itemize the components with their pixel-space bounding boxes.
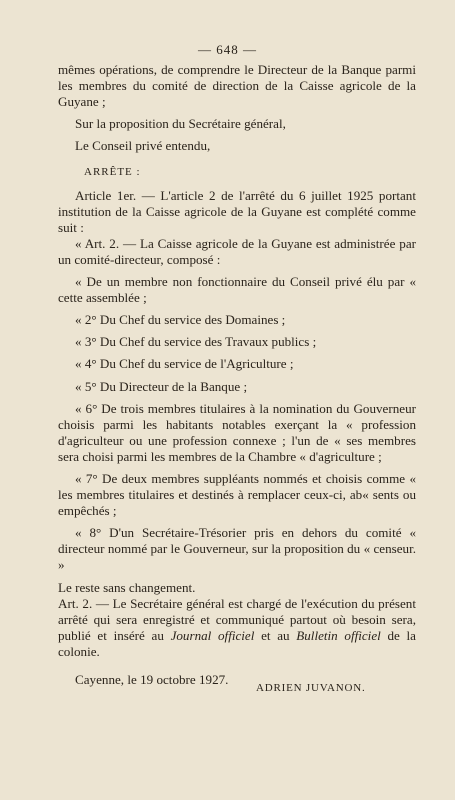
proposition-line: Sur la proposition du Secrétaire général, [75,116,286,132]
article-2-text-a: Art. 2. — Le Secrétaire général est chargé de l'exécution du présent arrêté qui sera enregistré et communiqué partout où besoin sera, publié et inséré au [58,595,416,643]
signature: ADRIEN JUVANON. [256,682,366,694]
item-3: « 3° Du Chef du service des Travaux publics ; [75,334,317,350]
article-2-text-c: de la colonie. [58,627,416,659]
date-line: Cayenne, le 19 octobre 1927. [75,672,229,687]
conseil-line: Le Conseil privé entendu, [75,138,211,154]
item-8: « 8° D'un Secrétaire-Trésorier pris en dehors du comité « directeur nommé par le Gouverneur, sur la proposition du « censeur. » [58,525,416,573]
article-2-execution [58,596,416,660]
item-4: « 4° Du Chef du service de l'Agriculture ; [75,356,294,372]
journal-officiel: Journal officiel [170,627,255,643]
intro-paragraph: mêmes opérations, de comprendre le Directeur de la Banque parmi les membres du comité de direction de la Caisse agricole de la Guyane ; [58,62,416,110]
page-number: — 648 — [198,42,257,57]
item-5: « 5° Du Directeur de la Banque ; [75,378,248,394]
item-1: « De un membre non fonctionnaire du Conseil privé élu par « cette assemblée ; [58,274,416,306]
item-2: « 2° Du Chef du service des Domaines ; [75,312,286,328]
item-7: « 7° De deux membres suppléants nommés et choisis comme « les membres titulaires et destinés à remplacer ceux-ci, ab« sents ou empêchés ; [58,470,416,519]
document-body [58,62,416,688]
arrete-heading: ARRÊTE : [84,166,141,179]
article-2-quote: « Art. 2. — La Caisse agricole de la Guyane est administrée par un comité-directeur, composé : [58,235,416,267]
article-1: Article 1er. — L'article 2 de l'arrêté du 6 juillet 1925 portant institution de la Caisse agricole de la Guyane est complété comme suit : [58,187,416,235]
reste-line: Le reste sans changement. [58,579,196,595]
article-2-text-b: et au [254,627,297,643]
bulletin-officiel: Bulletin officiel [296,627,381,643]
item-6: « 6° De trois membres titulaires à la nomination du Gouverneur choisis parmi les habitants notables exerçant la « profession d'agriculteur ou une profession connexe ; l'un de « ses membres sera choisi parmi les membres de la Chambre « d'agriculture ; [58,400,416,464]
